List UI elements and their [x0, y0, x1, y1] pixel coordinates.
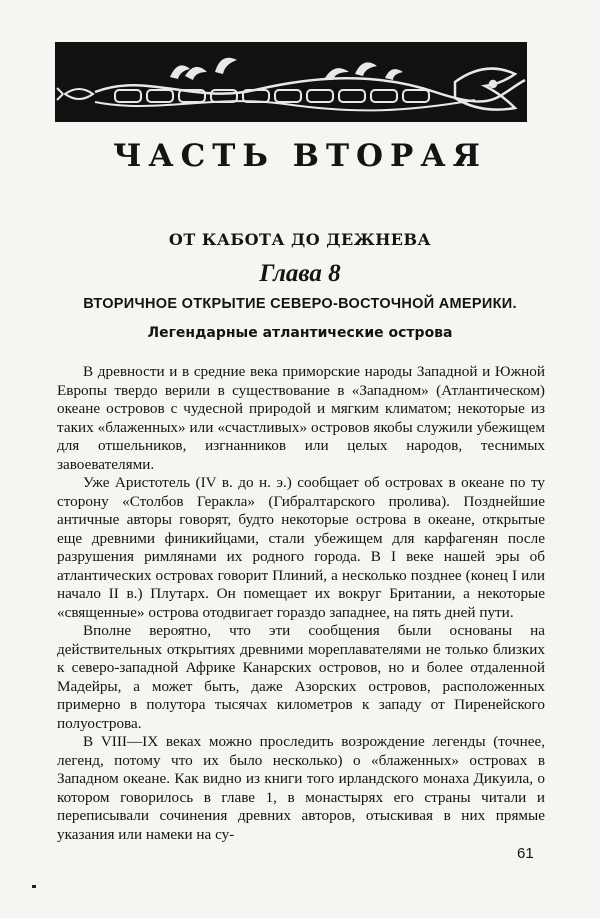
paragraph: Уже Аристотель (IV в. до н. э.) сообщает об островах в океане по ту сторону «Столбов Геракла» (Гибралтарского пролива). Позднейшие античные авторы говорят, будто некоторые острова в океане, открытые еще древними финикийцами, стали убежищем для карфагенян после разрушения римлянами их родного города. В I веке нашей эры об атлантических островах говорит Плиний, а несколько позднее (конец I или начало II в.) Плутарх. Он помещает их вокруг Британии, а некоторые «священные» острова отодвигает гораздо западнее, на пять дней пути. — [57, 474, 545, 621]
part-title: ЧАСТЬ ВТОРАЯ — [113, 138, 487, 174]
part-subtitle: ОТ КАБОТА ДО ДЕЖНЕВА — [168, 230, 432, 249]
ornament-illustration — [55, 42, 527, 122]
print-speck — [32, 885, 36, 888]
decorative-banner — [55, 42, 527, 122]
paragraph: В VIII—IX веках можно проследить возрождение легенды (точнее, легенд, потому что их было несколько) о «блаженных» островах в Западном океане. Как видно из книги того ирландского монаха Дикуила, о котором говорилось в главе 1, в монастырях его страны читали и переписывали сочинения древних авторов, отыскивая в них прямые указания или намеки на су- — [57, 733, 545, 843]
section-title: Легендарные атлантические острова — [147, 325, 453, 341]
chapter-title: ВТОРИЧНОЕ ОТКРЫТИЕ СЕВЕРО-ВОСТОЧНОЙ АМЕРИКИ. — [83, 296, 517, 312]
paragraph: В древности и в средние века приморские народы Западной и Южной Европы твердо верили в существование в «Западном» (Атлантическом) океане островов с чудесной природой и мягким климатом; некоторые из таких «блаженных» или «счастливых» островов якобы служили убежищем для отшельников, изгнанников или целых народов, теснимых завоевателями. — [57, 363, 545, 473]
paragraph: Вполне вероятно, что эти сообщения были основаны на действительных открытиях древними мореплавателями не только близких к северо-западной Африке Канарских островов, но и более отдаленной Мадейры, а может быть, даже Азорских островов, расположенных примерно в полутора тысячах километров к западу от Пиренейского полуострова. — [57, 622, 545, 732]
body-text — [57, 363, 545, 844]
chapter-heading: Глава 8 — [259, 260, 341, 287]
page-number: 61 — [517, 845, 534, 862]
